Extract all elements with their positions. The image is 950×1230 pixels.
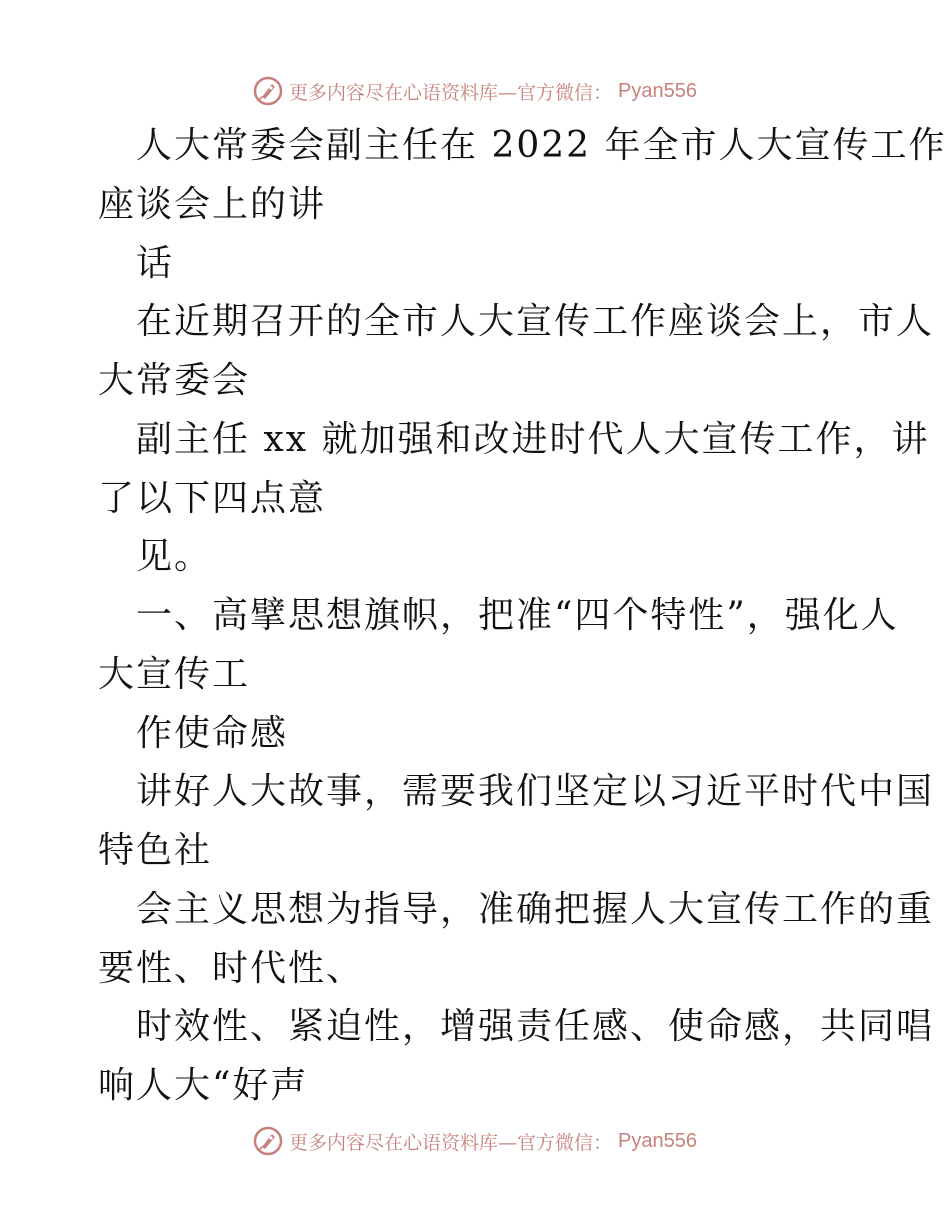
document-title-line-1: 人大常委会副主任在 2022 年全市人大宣传工作 bbox=[136, 125, 947, 166]
paragraph-line: 大常委会 bbox=[98, 360, 251, 401]
paragraph-line: 时效性、紧迫性，增强责任感、使命感，共同唱 bbox=[136, 1006, 935, 1048]
document-title-line-3: 话 bbox=[136, 242, 175, 284]
watermark-wechat-id: Pyan556 bbox=[618, 1129, 697, 1152]
section-heading-line: 大宣传工 bbox=[98, 653, 251, 695]
document-body bbox=[98, 122, 947, 1121]
pen-nib-logo-icon bbox=[253, 76, 283, 106]
paragraph-line: 副主任 xx 就加强和改进时代人大宣传工作，讲 bbox=[136, 418, 930, 460]
footer-watermark bbox=[0, 1121, 950, 1161]
document-title-line-2: 座谈会上的讲 bbox=[98, 183, 327, 225]
watermark-text: 更多内容尽在心语资料库—官方微信： bbox=[289, 81, 613, 104]
paragraph-line: 讲好人大故事，需要我们坚定以习近平时代中国 bbox=[136, 771, 935, 813]
paragraph-line: 见。 bbox=[136, 536, 213, 578]
paragraph-line: 在近期召开的全市人大宣传工作座谈会上，市人 bbox=[136, 301, 935, 343]
paragraph-line: 会主义思想为指导，准确把握人大宣传工作的重 bbox=[136, 888, 935, 930]
header-watermark bbox=[0, 71, 950, 111]
section-heading-line: 一、高擘思想旗帜，把准“四个特性”，强化人 bbox=[136, 595, 899, 636]
paragraph-line: 响人大“好声 bbox=[98, 1065, 309, 1106]
watermark-wechat-id: Pyan556 bbox=[618, 79, 697, 102]
paragraph-line: 特色社 bbox=[98, 830, 213, 871]
paragraph-line: 要性、时代性、 bbox=[98, 947, 365, 989]
paragraph-line: 了以下四点意 bbox=[98, 477, 327, 519]
pen-nib-logo-icon bbox=[253, 1126, 283, 1156]
watermark-text: 更多内容尽在心语资料库—官方微信： bbox=[289, 1131, 613, 1154]
section-heading-line: 作使命感 bbox=[136, 712, 289, 754]
